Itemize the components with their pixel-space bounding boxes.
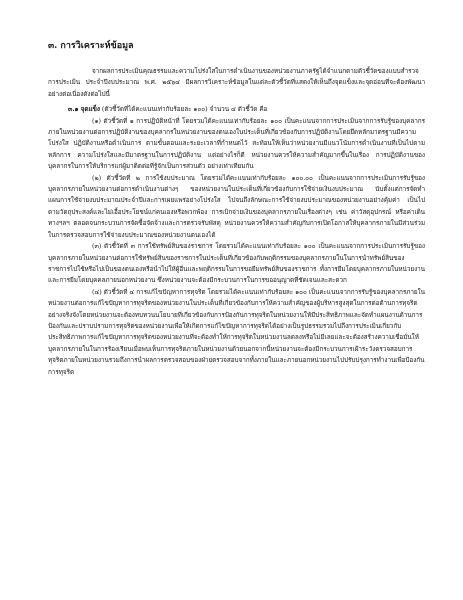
intro-paragraph: จากผลการประเมินคุณธรรมและความโปร่งใสในการดำเนินงานของหน่วยงานภาครัฐได้จำแนกตามตัวชี้วัดของแบบสำรวจการประเมิน ประจำปีงบประมาณ พ.ศ. ๒๕๖๔ มีผลการวิเคราะห์ข้อมูลในแต่ละตัวชี้วัดที่แสดงให้เห็นถึงจุดแข็งและจุดอ่อนที่จะต้องพัฒนาอย่างต่อเนื่องดังต่อไปนี้ <box>48 67 425 98</box>
indicator-paragraph-3: (๓) ตัวชี้วัดที่ ๓ การใช้ทรัพย์สินของราชการ โดยรวมได้คะแนนเท่ากับร้อยละ ๑๐๐ เป็นคะแนนจากการประเมินการรับรู้ของบุคลากรภายในหน่วยงานต่อการใช้ทรัพย์สินของราชการในประเด็นที่เกี่ยวข้องกับพฤติกรรมของบุคลากรภายในในการนำทรัพย์สินของราชการไปใช้หรือไปเป็นของตนเองหรือนำไปให้ผู้อื่นและพฤติกรรมในการขอยืมทรัพย์สินของราชการ ทั้งการยืมโดยบุคลากรภายในหน่วยงานและการยืมโดยบุคคลภายนอกหน่วยงาน ซึ่งหน่วยงานจะต้องมีกระบวนการในการขออนุญาตที่ชัดเจนและสะดวก <box>48 242 425 285</box>
strengths-label: ๓.๑ จุดแข็ง <box>68 105 100 114</box>
indicator-paragraph-1: (๑) ตัวชี้วัดที่ ๑ การปฏิบัติหน้าที่ โดยรวมได้คะแนนเท่ากับร้อยละ ๑๐๐ เป็นคะแนนจากการประเมินจากการรับรู้ของบุคลากรภายในหน่วยงานต่อการปฏิบัติงานของบุคลากรในหน่วยงานของตนเองในประเด็นที่เกี่ยวข้องกับการปฏิบัติงานโดยยึดหลักมาตรฐานมีความโปร่งใส ปฏิบัติงานหรือดำเนินการ ตามขั้นตอนและระยะเวลาที่กำหนดไว้ สะท้อนให้เห็นว่าหน่วยงานมีแนวโน้มการดำเนินงานที่เป็นไปตามหลักการ ความโปร่งใสและมีมาตรฐานในการปฏิบัติงาน แต่อย่างไรก็ดี หน่วยงานควรให้ความสำคัญมากขึ้นในเรื่อง การปฏิบัติงานของบุคลากรในการให้บริการแก่ผู้มาติดต่อที่รู้จักเป็นการส่วนตัว อย่างเท่าเทียมกัน <box>48 116 425 171</box>
strengths-subheading <box>48 104 425 115</box>
strengths-description: (ตัวชี้วัดที่ได้คะแนนเท่ากับร้อยละ ๑๐๐) จำนวน ๔ ตัวชี้วัด คือ <box>101 105 268 114</box>
indicator-paragraph-4: (๔) ตัวชี้วัดที่ ๔ การแก้ไขปัญหาการทุจริต โดยรวมได้คะแนนเท่ากับร้อยละ ๑๐๐ เป็นคะแนนจากการรับรู้ของบุคลากรภายในหน่วยงานต่อการแก้ไขปัญหาการทุจริตของหน่วยงานในประเด็นที่เกี่ยวข้องกับการให้ความสำคัญของผู้บริหารสูงสุดในการต่อต้านการทุจริตอย่างจริงจังโดยหน่วยงานจะต้องทบทวนนโยบายที่เกี่ยวข้องกับการป้องกันการทุจริตในหน่วยงานให้มีประสิทธิภาพและจัดทำแผนงานด้านการป้องกันและปราบปรามการทุจริตของหน่วยงานเพื่อให้เกิดการแก้ไขปัญหาการทุจริตได้อย่างเป็นรูปธรรมรวมไปถึงการประเมินเกี่ยวกับประสิทธิภาพการแก้ไขปัญหาการทุจริตของหน่วยงานที่จะต้องทำให้การทุจริตในหน่วยงานลดลงหรือไม่มีเลยและจะต้องสร้างความเชื่อมั่นให้บุคลากรภายในในการร้องเรียนเมื่อพบเห็นการทุจริตภายในหน่วยงานด้วยนอกจากนี้หน่วยงานจะต้องมีกระบวนการเฝ้าระวังตรวจสอบการทุจริตภายในหน่วยงานรวมถึงการนำผลการตรวจสอบของฝ่ายตรวจสอบจากทั้งภายในและภายนอกหน่วยงานไปปรับปรุงการทำงานเพื่อป้องกันการทุจริต <box>48 287 425 376</box>
indicator-paragraph-2: (๒) ตัวชี้วัดที่ ๒ การใช้งบประมาณ โดยรวมได้คะแนนเท่ากับร้อยละ ๑๐๐.๐๐ เป็นคะแนนจากการประเมินการรับรู้ของบุคลากรภายในหน่วยงานต่อการดำเนินงานต่างๆ ของหน่วยงานในประเด็นที่เกี่ยวข้องกับการใช้จ่ายเงินงบประมาณ นับตั้งแต่การจัดทำแผนการใช้จ่ายงบประมาณประจำปีและการเผยแพร่อย่างโปร่งใส ไปจนถึงลักษณะการใช้จ่ายงบประมาณของหน่วยงานอย่างคุ้มค่า เป็นไปตามวัตถุประสงค์และไม่เอื้อประโยชน์แก่คนเองหรือพวกพ้อง การเบิกจ่ายเงินของบุคลากรภายในเรื่องต่างๆ เช่น ค่าวัสดุอุปกรณ์ หรือค่าเดินทางฯลฯ ตลอดจนกระบวนการจัดซื้อจัดจ้างและการตรวจรับพัสดุ หน่วยงานควรให้ความสำคัญกับการเปิดโอกาสให้บุคลากรภายในมีส่วนร่วมในการตรวจสอบการใช้จ่ายงบประมาณของหน่วยงานตนเองได้ <box>48 173 425 239</box>
section-heading: ๓. การวิเคราะห์ข้อมูล <box>48 41 134 51</box>
